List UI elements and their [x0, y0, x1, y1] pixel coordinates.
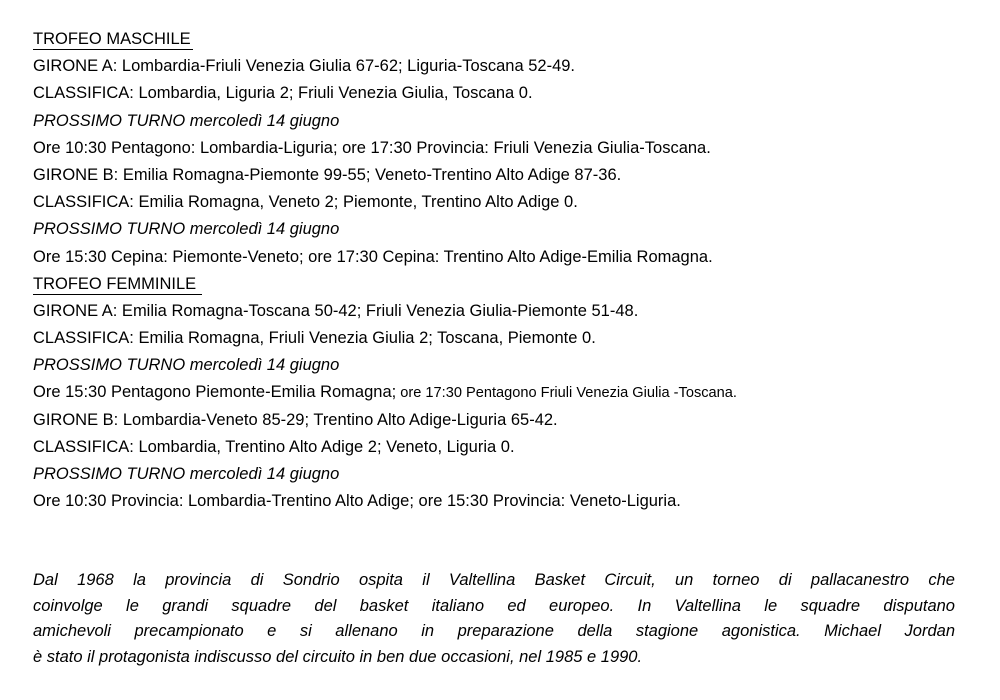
- footer-paragraph-line-2: coinvolge le grandi squadre del basket italiano ed europeo. In Valtellina le squadre disputano: [33, 596, 955, 615]
- women-girone-b-next-round: PROSSIMO TURNO mercoledì 14 giugno: [33, 465, 340, 483]
- footer-paragraph: [33, 568, 955, 670]
- women-girone-b-classifica: CLASSIFICA: Lombardia, Trentino Alto Adige 2; Veneto, Liguria 0.: [33, 437, 515, 456]
- footer-paragraph-line-4: è stato il protagonista indiscusso del circuito in ben due occasioni, nel 1985 e 1990.: [33, 647, 643, 666]
- women-girone-a-schedule-part2: ore 17:30 Pentagono Friuli Venezia Giulia -Toscana.: [396, 385, 737, 402]
- women-girone-b-schedule: Ore 10:30 Provincia: Lombardia-Trentino Alto Adige; ore 15:30 Provincia: Veneto-Liguria.: [33, 492, 681, 511]
- women-girone-a-classifica: CLASSIFICA: Emilia Romagna, Friuli Venezia Giulia 2; Toscana, Piemonte 0.: [33, 329, 596, 348]
- footer-paragraph-line-1: Dal 1968 la provincia di Sondrio ospita il Valtellina Basket Circuit, un torneo di pallacanestro che: [33, 571, 955, 589]
- men-girone-a-results: GIRONE A: Lombardia-Friuli Venezia Giulia 67-62; Liguria-Toscana 52-49.: [33, 57, 576, 76]
- women-girone-a-results: GIRONE A: Emilia Romagna-Toscana 50-42; Friuli Venezia Giulia-Piemonte 51-48.: [33, 301, 639, 320]
- section-title-trofeo-femminile: TROFEO FEMMINILE: [33, 275, 202, 295]
- women-girone-a-schedule: [33, 379, 973, 406]
- document-body: [33, 26, 973, 515]
- men-girone-b-classifica: CLASSIFICA: Emilia Romagna, Veneto 2; Piemonte, Trentino Alto Adige 0.: [33, 193, 578, 212]
- men-girone-b-results: GIRONE B: Emilia Romagna-Piemonte 99-55; Veneto-Trentino Alto Adige 87-36.: [33, 165, 622, 184]
- section-heading-women: [33, 271, 973, 298]
- women-girone-b-results: GIRONE B: Lombardia-Veneto 85-29; Trentino Alto Adige-Liguria 65-42.: [33, 410, 558, 429]
- women-girone-a-schedule-part1: Ore 15:30 Pentagono Piemonte-Emilia Romagna;: [33, 383, 397, 402]
- section-heading-men: [33, 26, 973, 53]
- men-girone-a-next-round: PROSSIMO TURNO mercoledì 14 giugno: [33, 111, 340, 130]
- women-girone-a-next-round: PROSSIMO TURNO mercoledì 14 giugno: [33, 356, 340, 375]
- men-girone-b-schedule: Ore 15:30 Cepina: Piemonte-Veneto; ore 17:30 Cepina: Trentino Alto Adige-Emilia Romagna.: [33, 247, 713, 266]
- men-girone-a-schedule: Ore 10:30 Pentagono: Lombardia-Liguria; ore 17:30 Provincia: Friuli Venezia Giulia-Toscana.: [33, 138, 711, 157]
- footer-paragraph-line-3: amichevoli precampionato e si allenano in preparazione della stagione agonistica. Michael Jordan: [33, 622, 955, 640]
- men-girone-a-classifica: CLASSIFICA: Lombardia, Liguria 2; Friuli Venezia Giulia, Toscana 0.: [33, 84, 533, 103]
- section-title-trofeo-maschile: TROFEO MASCHILE: [33, 30, 191, 48]
- men-girone-b-next-round: PROSSIMO TURNO mercoledì 14 giugno: [33, 220, 340, 239]
